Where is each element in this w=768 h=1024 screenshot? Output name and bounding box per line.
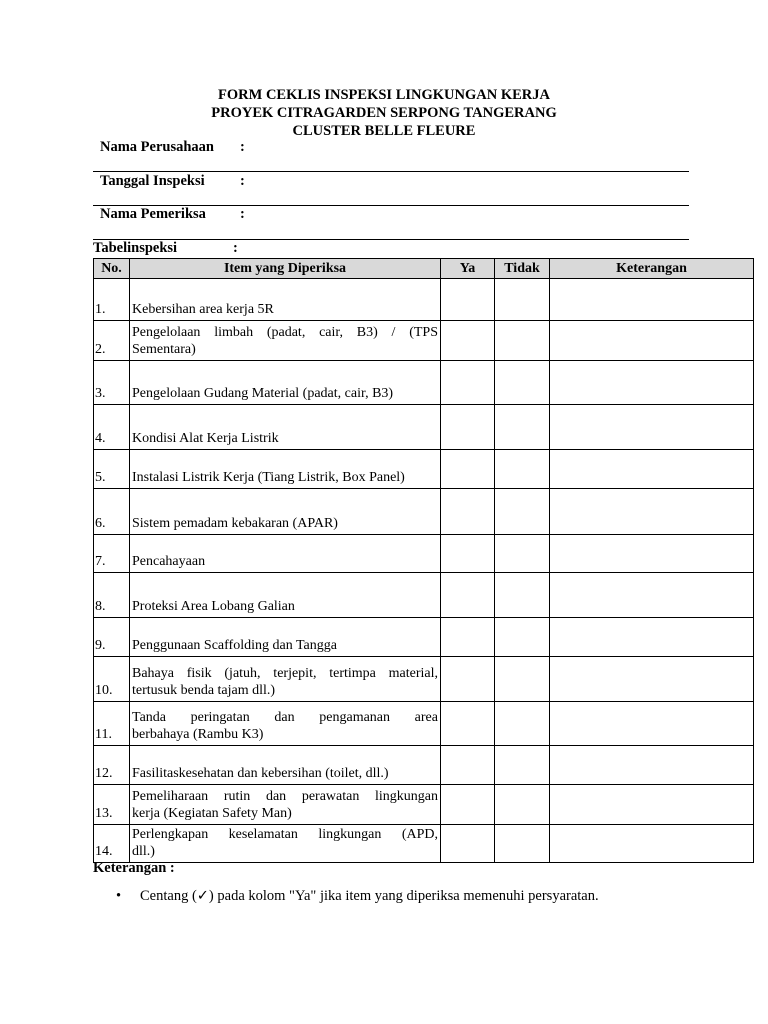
row-item-line-1: Bahaya fisik (jatuh, terjepit, tertimpa material, xyxy=(132,666,438,681)
table-row xyxy=(94,361,754,405)
table-row xyxy=(94,825,754,863)
ya-cell[interactable] xyxy=(441,535,495,573)
keterangan-cell[interactable] xyxy=(550,657,754,702)
table-row xyxy=(94,321,754,361)
ya-cell[interactable] xyxy=(441,321,495,361)
row-number: 13. xyxy=(94,785,130,825)
tidak-cell[interactable] xyxy=(495,279,550,321)
tidak-cell[interactable] xyxy=(495,489,550,535)
header-no: No. xyxy=(94,259,130,279)
row-number: 5. xyxy=(94,450,130,489)
keterangan-cell[interactable] xyxy=(550,489,754,535)
ya-cell[interactable] xyxy=(441,702,495,746)
bullet-dot: • xyxy=(116,888,122,904)
inspection-table xyxy=(93,258,754,863)
row-item-line-2: Sementara) xyxy=(132,342,196,357)
row-item-line-1: Pemeliharaan rutin dan perawatan lingkungan xyxy=(132,789,438,804)
row-number: 14. xyxy=(94,825,130,863)
keterangan-cell[interactable] xyxy=(550,573,754,618)
row-number: 3. xyxy=(94,361,130,405)
row-item-line-1: Tanda peringatan dan pengamanan area xyxy=(132,710,438,725)
table-row xyxy=(94,489,754,535)
row-item-line-1: Pengelolaan Gudang Material (padat, cair, B3) xyxy=(132,386,394,401)
tidak-cell[interactable] xyxy=(495,450,550,489)
ya-cell[interactable] xyxy=(441,573,495,618)
header-keterangan: Keterangan xyxy=(550,259,754,279)
ya-cell[interactable] xyxy=(441,746,495,785)
table-row xyxy=(94,535,754,573)
header-tidak: Tidak xyxy=(495,259,550,279)
row-number: 4. xyxy=(94,405,130,450)
ya-cell[interactable] xyxy=(441,489,495,535)
tidak-cell[interactable] xyxy=(495,702,550,746)
title-line-2: PROYEK CITRAGARDEN SERPONG TANGERANG xyxy=(211,105,557,121)
table-header-row xyxy=(94,259,754,279)
header-item: Item yang Diperiksa xyxy=(130,259,441,279)
table-row xyxy=(94,279,754,321)
tidak-cell[interactable] xyxy=(495,785,550,825)
ya-cell[interactable] xyxy=(441,361,495,405)
keterangan-cell[interactable] xyxy=(550,321,754,361)
row-item-line-1: Kondisi Alat Kerja Listrik xyxy=(132,431,279,446)
row-item xyxy=(130,405,441,450)
row-item-line-2: dll.) xyxy=(132,844,155,859)
notes-item xyxy=(116,888,599,905)
tidak-cell[interactable] xyxy=(495,535,550,573)
row-item-line-1: Perlengkapan keselamatan lingkungan (APD, xyxy=(132,827,438,842)
ya-cell[interactable] xyxy=(441,279,495,321)
row-item xyxy=(130,702,441,746)
field-separator: : xyxy=(240,173,245,189)
table-row xyxy=(94,702,754,746)
table-label-separator: : xyxy=(233,240,238,256)
ya-cell[interactable] xyxy=(441,450,495,489)
row-number: 7. xyxy=(94,535,130,573)
tidak-cell[interactable] xyxy=(495,405,550,450)
table-row xyxy=(94,450,754,489)
row-item-line-1: Sistem pemadam kebakaran (APAR) xyxy=(132,516,338,531)
field-tanggal-inspeksi xyxy=(100,173,245,190)
row-number: 11. xyxy=(94,702,130,746)
row-item xyxy=(130,785,441,825)
tidak-cell[interactable] xyxy=(495,321,550,361)
table-row xyxy=(94,618,754,657)
table-row xyxy=(94,657,754,702)
row-item-line-1: Fasilitaskesehatan dan kebersihan (toilet, dll.) xyxy=(132,766,389,781)
field-label: Tanggal Inspeksi xyxy=(100,173,205,189)
notes-title: Keterangan : xyxy=(93,860,175,876)
row-number: 2. xyxy=(94,321,130,361)
row-item-line-2: tertusuk benda tajam dll.) xyxy=(132,683,276,698)
header-ya: Ya xyxy=(441,259,495,279)
row-item xyxy=(130,657,441,702)
ya-cell[interactable] xyxy=(441,657,495,702)
keterangan-cell[interactable] xyxy=(550,785,754,825)
row-item xyxy=(130,489,441,535)
row-item xyxy=(130,450,441,489)
row-item-line-1: Pengelolaan limbah (padat, cair, B3) / (TPS xyxy=(132,325,438,340)
form-title xyxy=(0,86,768,140)
title-line-1: FORM CEKLIS INSPEKSI LINGKUNGAN KERJA xyxy=(218,87,550,103)
row-item xyxy=(130,746,441,785)
row-item-line-1: Kebersihan area kerja 5R xyxy=(132,302,274,317)
keterangan-cell[interactable] xyxy=(550,618,754,657)
field-separator: : xyxy=(240,139,245,155)
row-item xyxy=(130,361,441,405)
row-item-line-1: Instalasi Listrik Kerja (Tiang Listrik, Box Panel) xyxy=(132,470,405,485)
tidak-cell[interactable] xyxy=(495,746,550,785)
row-number: 6. xyxy=(94,489,130,535)
keterangan-cell[interactable] xyxy=(550,450,754,489)
row-number: 8. xyxy=(94,573,130,618)
row-item-line-1: Proteksi Area Lobang Galian xyxy=(132,599,295,614)
table-row xyxy=(94,405,754,450)
row-number: 9. xyxy=(94,618,130,657)
row-item-line-1: Pencahayaan xyxy=(132,554,206,569)
keterangan-cell[interactable] xyxy=(550,405,754,450)
row-item-line-1: Penggunaan Scaffolding dan Tangga xyxy=(132,638,337,653)
ya-cell[interactable] xyxy=(441,785,495,825)
tidak-cell[interactable] xyxy=(495,618,550,657)
row-item xyxy=(130,279,441,321)
keterangan-cell[interactable] xyxy=(550,702,754,746)
row-item-line-2: kerja (Kegiatan Safety Man) xyxy=(132,806,292,821)
row-item xyxy=(130,321,441,361)
tidak-cell[interactable] xyxy=(495,361,550,405)
table-row xyxy=(94,785,754,825)
field-label: Nama Pemeriksa xyxy=(100,206,206,222)
field-nama-pemeriksa xyxy=(100,206,245,223)
tidak-cell[interactable] xyxy=(495,573,550,618)
row-item-line-2: berbahaya (Rambu K3) xyxy=(132,727,264,742)
ya-cell[interactable] xyxy=(441,405,495,450)
row-number: 12. xyxy=(94,746,130,785)
keterangan-cell[interactable] xyxy=(550,825,754,863)
notes-item-text: Centang (✓) pada kolom "Ya" jika item yang diperiksa memenuhi persyaratan. xyxy=(140,888,599,904)
title-line-3: CLUSTER BELLE FLEURE xyxy=(292,123,476,139)
row-number: 10. xyxy=(94,657,130,702)
table-label-text: Tabelinspeksi xyxy=(93,240,178,256)
keterangan-cell[interactable] xyxy=(550,746,754,785)
ya-cell[interactable] xyxy=(441,825,495,863)
row-item xyxy=(130,618,441,657)
tidak-cell[interactable] xyxy=(495,825,550,863)
row-item xyxy=(130,535,441,573)
keterangan-cell[interactable] xyxy=(550,361,754,405)
field-nama-perusahaan-line[interactable] xyxy=(93,171,689,172)
keterangan-cell[interactable] xyxy=(550,279,754,321)
tidak-cell[interactable] xyxy=(495,657,550,702)
table-label xyxy=(93,240,238,257)
field-nama-perusahaan xyxy=(100,139,245,156)
field-separator: : xyxy=(240,206,245,222)
row-number: 1. xyxy=(94,279,130,321)
keterangan-cell[interactable] xyxy=(550,535,754,573)
row-item xyxy=(130,573,441,618)
ya-cell[interactable] xyxy=(441,618,495,657)
table-row xyxy=(94,746,754,785)
table-row xyxy=(94,573,754,618)
field-label: Nama Perusahaan xyxy=(100,139,214,155)
row-item xyxy=(130,825,441,863)
